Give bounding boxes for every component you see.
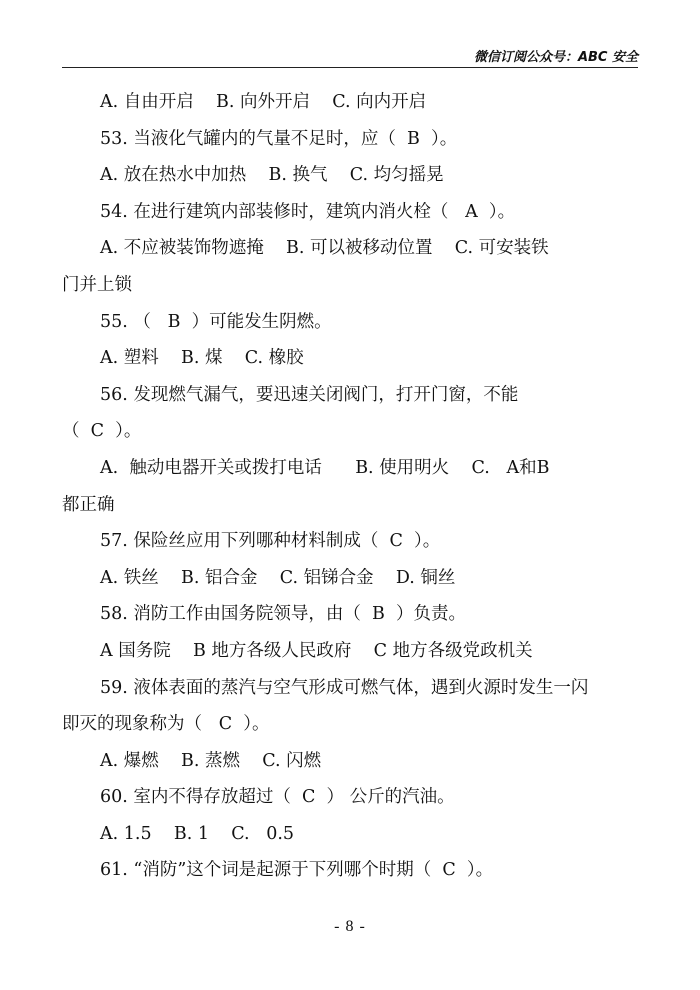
text-line: A. 爆燃 B. 蒸燃 C. 闪燃	[100, 750, 322, 771]
text-line: A. 铁丝 B. 铝合金 C. 铝锑合金 D. 铜丝	[100, 567, 456, 588]
text-line: 即灭的现象称为（ C ）。	[62, 714, 270, 735]
text-line: （ C ）。	[62, 421, 142, 442]
header-divider	[62, 67, 638, 68]
text-line: 60. 室内不得存放超过（ C ） 公斤的汽油。	[100, 787, 455, 808]
page-header: 微信订阅公众号：ABC 安全	[473, 50, 638, 65]
text-line: A. 放在热水中加热 B. 换气 C. 均匀摇晃	[100, 165, 444, 186]
text-line: A. 自由开启 B. 向外开启 C. 向内开启	[100, 92, 427, 112]
text-line: A. 1.5 B. 1 C. 0.5	[100, 823, 295, 844]
text-line: A. 塑料 B. 煤 C. 橡胶	[100, 348, 304, 369]
text-line: 57. 保险丝应用下列哪种材料制成（ C ）。	[100, 531, 441, 552]
text-line: 门并上锁	[62, 274, 132, 295]
text-line: 61. “消防”这个词是起源于下列哪个时期（ C ）。	[100, 860, 494, 881]
text-line: 58. 消防工作由国务院领导，由（ B ）负责。	[100, 604, 467, 625]
text-line: 53. 当液化气罐内的气量不足时，应（ B ）。	[100, 128, 458, 149]
text-line: A. 触动电器开关或拨打电话 B. 使用明火 C. A和B	[100, 457, 550, 478]
page-number: - 8 -	[334, 918, 366, 935]
text-line: 59. 液体表面的蒸汽与空气形成可燃气体，遇到火源时发生一闪	[100, 677, 589, 698]
text-line: A. 不应被装饰物遮掩 B. 可以被移动位置 C. 可安装铁	[100, 238, 549, 259]
text-line: 56. 发现燃气漏气，要迅速关闭阀门，打开门窗，不能	[100, 384, 519, 405]
text-line: 都正确	[62, 494, 115, 515]
text-line: 55. （ B ）可能发生阴燃。	[100, 311, 332, 332]
document-body	[62, 84, 640, 889]
text-line: A 国务院 B 地方各级人民政府 C 地方各级党政机关	[100, 640, 533, 661]
text-line: 54. 在进行建筑内部装修时，建筑内消火栓（ A ）。	[100, 201, 516, 222]
